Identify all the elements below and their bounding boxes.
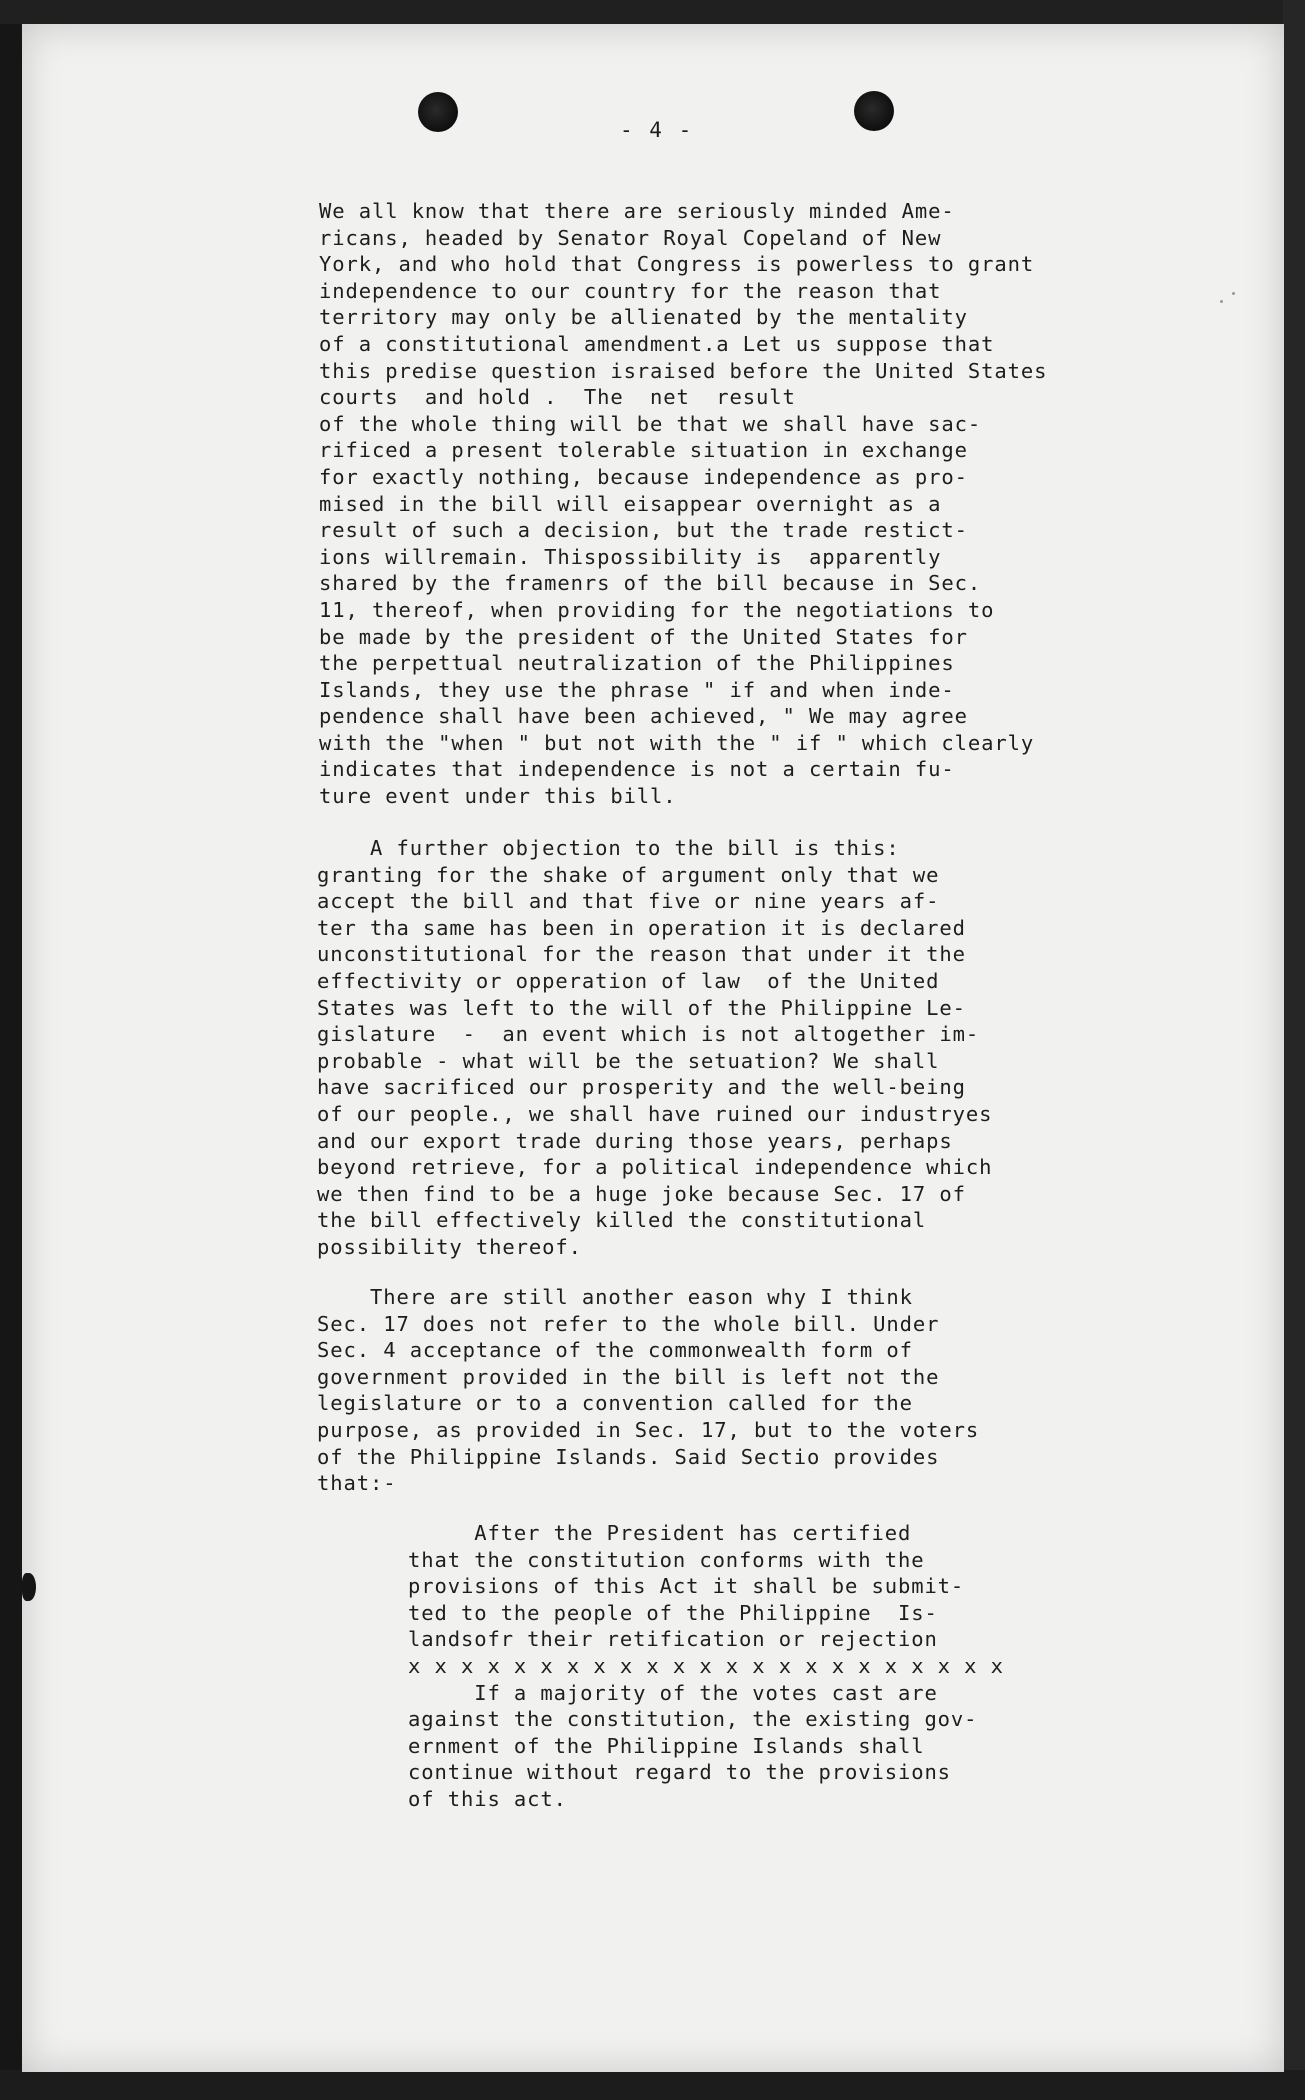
text-line: landsofr their retification or rejection bbox=[408, 1627, 938, 1652]
text-line: against the constitution, the existing gov- bbox=[408, 1707, 978, 1732]
text-line: we then find to be a huge joke because Sec. 17 of bbox=[317, 1181, 966, 1206]
text-line: Islands, they use the phrase " if and when inde- bbox=[319, 677, 955, 702]
text-line: ricans, headed by Senator Royal Copeland of New bbox=[319, 225, 942, 250]
text-line: mised in the bill will eisappear overnight as a bbox=[319, 491, 942, 516]
text-line: gislature - an event which is not altogether im- bbox=[317, 1022, 980, 1047]
text-line: of the whole thing will be that we shall have sac- bbox=[319, 411, 982, 436]
text-line: courts and hold . The net result bbox=[319, 385, 796, 410]
scan-bottom-edge bbox=[0, 2070, 1305, 2100]
quoted-section bbox=[408, 1520, 1004, 1813]
text-line: ions willremain. Thispossibility is apparently bbox=[319, 544, 942, 569]
text-line: government provided in the bill is left not the bbox=[317, 1364, 940, 1389]
text-line: this predise question israised before the United States bbox=[319, 358, 1048, 383]
text-line: beyond retrieve, for a political independence which bbox=[317, 1155, 993, 1180]
paragraph-3 bbox=[317, 1284, 979, 1497]
text-line: Sec. 4 acceptance of the commonwealth form of bbox=[317, 1338, 913, 1363]
text-line: Sec. 17 does not refer to the whole bill. Under bbox=[317, 1311, 940, 1336]
scan-right-edge bbox=[1283, 0, 1305, 2100]
text-line: territory may only be allienated by the mentality bbox=[319, 305, 968, 330]
text-line: 11, thereof, when providing for the negotiations to bbox=[319, 597, 995, 622]
text-line: the perpettual neutralization of the Philippines bbox=[319, 651, 955, 676]
text-line: for exactly nothing, because independence as pro- bbox=[319, 464, 968, 489]
text-line: that:- bbox=[317, 1471, 397, 1496]
text-line: After the President has certified bbox=[408, 1521, 912, 1545]
scan-top-edge bbox=[0, 0, 1305, 24]
text-line: pendence shall have been achieved, " We may agree bbox=[319, 704, 968, 729]
punch-hole-left bbox=[418, 92, 458, 132]
text-line: States was left to the will of the Philippine Le- bbox=[317, 995, 966, 1020]
text-line: ted to the people of the Philippine Is- bbox=[408, 1600, 938, 1625]
text-line: indicates that independence is not a certain fu- bbox=[319, 757, 955, 782]
text-line: the bill effectively killed the constitutional bbox=[317, 1208, 927, 1233]
text-line: x x x x x x x x x x x x x x x x x x x x x x x bbox=[408, 1653, 1004, 1678]
text-line: If a majority of the votes cast are bbox=[408, 1680, 938, 1705]
text-line: possibility thereof. bbox=[317, 1234, 582, 1259]
text-line: We all know that there are seriously minded Ame- bbox=[319, 199, 955, 223]
text-line: of this act. bbox=[408, 1786, 567, 1811]
text-line: purpose, as provided in Sec. 17, but to the voters bbox=[317, 1417, 980, 1442]
punch-hole-right bbox=[854, 91, 894, 131]
paper-fleck bbox=[1220, 300, 1223, 303]
text-line: ter tha same has been in operation it is declared bbox=[317, 915, 966, 940]
text-line: independence to our country for the reason that bbox=[319, 278, 942, 303]
page-number: - 4 - bbox=[620, 118, 694, 142]
text-line: ernment of the Philippine Islands shall bbox=[408, 1733, 925, 1758]
paragraph-1 bbox=[319, 198, 1047, 810]
text-line: effectivity or opperation of law of the United bbox=[317, 968, 940, 993]
text-line: and our export trade during those years, perhaps bbox=[317, 1128, 953, 1153]
text-line: A further objection to the bill is this: bbox=[317, 836, 900, 860]
text-line: probable - what will be the setuation? We shall bbox=[317, 1048, 940, 1073]
text-line: that the constitution conforms with the bbox=[408, 1547, 925, 1572]
text-line: ture event under this bill. bbox=[319, 784, 677, 809]
text-line: result of such a decision, but the trade restict- bbox=[319, 518, 968, 543]
text-line: shared by the framenrs of the bill because in Sec. bbox=[319, 571, 982, 596]
paragraph-2 bbox=[317, 835, 992, 1261]
text-line: unconstitutional for the reason that under it the bbox=[317, 942, 966, 967]
text-line: provisions of this Act it shall be submit- bbox=[408, 1574, 965, 1599]
text-line: continue without regard to the provisions bbox=[408, 1760, 951, 1785]
text-line: York, and who hold that Congress is powerless to grant bbox=[319, 252, 1035, 277]
text-line: rificed a present tolerable situation in exchange bbox=[319, 438, 968, 463]
text-line: There are still another eason why I think bbox=[317, 1285, 913, 1309]
paper-fleck bbox=[1232, 292, 1235, 295]
margin-ink-mark bbox=[22, 1573, 36, 1601]
text-line: of our people., we shall have ruined our industryes bbox=[317, 1101, 993, 1126]
text-line: legislature or to a convention called for the bbox=[317, 1391, 913, 1416]
text-line: accept the bill and that five or nine years af- bbox=[317, 889, 940, 914]
text-line: of a constitutional amendment.a Let us suppose that bbox=[319, 331, 995, 356]
text-line: be made by the president of the United States for bbox=[319, 624, 968, 649]
text-line: granting for the shake of argument only that we bbox=[317, 862, 940, 887]
text-line: of the Philippine Islands. Said Sectio provides bbox=[317, 1444, 940, 1469]
text-line: with the "when " but not with the " if " which clearly bbox=[319, 730, 1035, 755]
text-line: have sacrificed our prosperity and the well-being bbox=[317, 1075, 966, 1100]
